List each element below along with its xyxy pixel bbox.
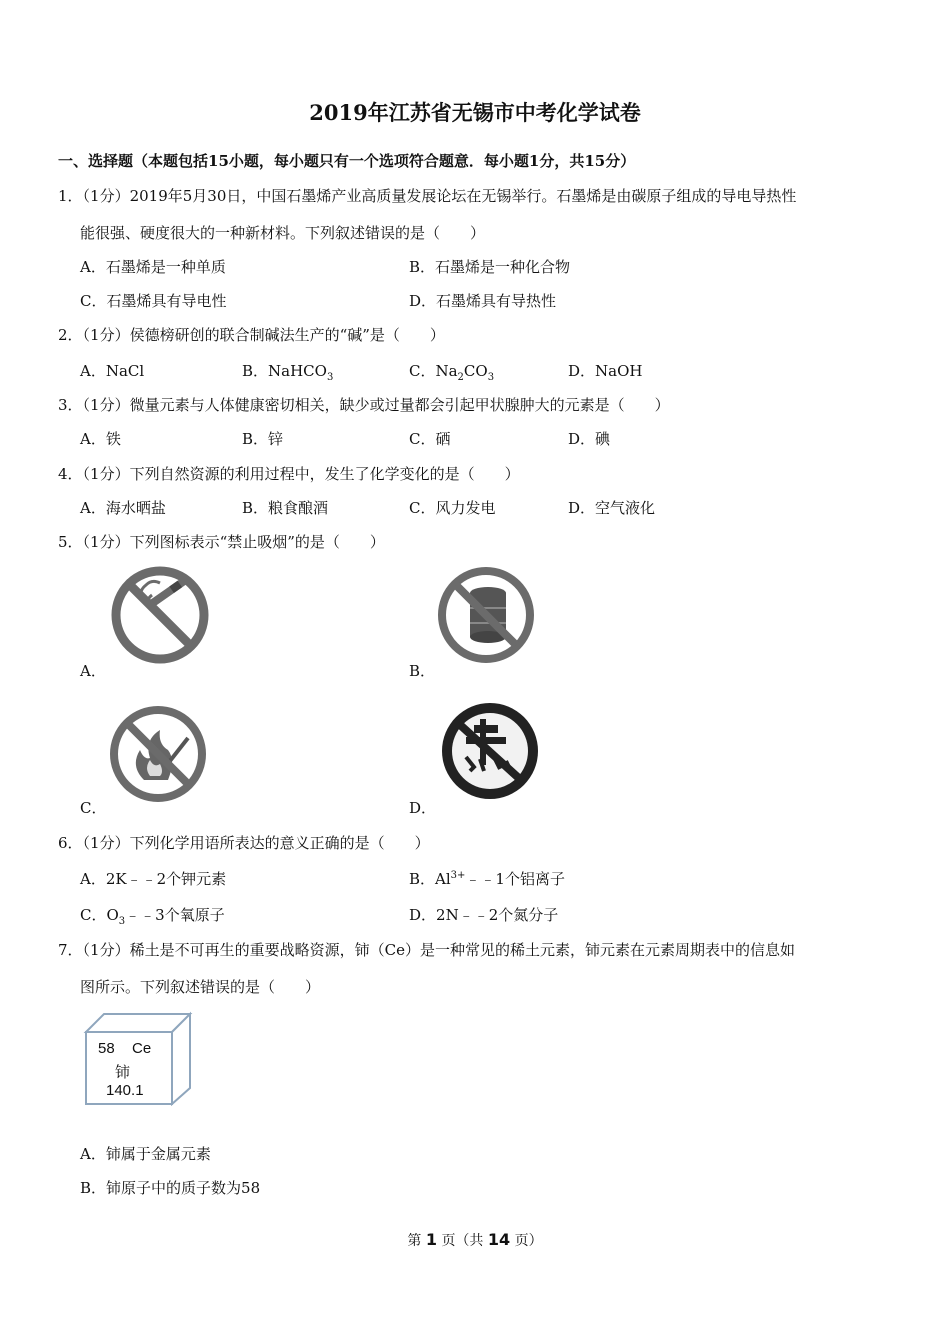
q7-option-a: A．铈属于金属元素 bbox=[80, 1145, 211, 1163]
q4-option-d: D．空气液化 bbox=[568, 499, 656, 517]
q2-stem: 2．（1分）侯德榜研创的联合制碱法生产的“碱”是（ ） bbox=[58, 326, 445, 344]
q4-stem: 4．（1分）下列自然资源的利用过程中，发生了化学变化的是（ ） bbox=[58, 465, 520, 483]
q4-option-a: A．海水晒盐 bbox=[80, 499, 166, 517]
q3-option-b: B．锌 bbox=[242, 430, 284, 448]
q3-option-d: D．碘 bbox=[568, 430, 611, 448]
q3-option-c: C．硒 bbox=[409, 430, 451, 448]
element-atomic-number: 58 bbox=[98, 1040, 115, 1057]
q1-option-a: A．石墨烯是一种单质 bbox=[80, 258, 226, 276]
page-footer: 第 1 页（共 14 页） bbox=[407, 1230, 543, 1249]
q1-option-d: D．石墨烯具有导热性 bbox=[409, 292, 557, 310]
no-open-flame-icon bbox=[106, 702, 210, 806]
total-pages: 14 bbox=[487, 1230, 511, 1249]
q5-option-a: A． bbox=[80, 662, 106, 680]
q7-option-b: B．铈原子中的质子数为58 bbox=[80, 1179, 261, 1197]
q6-option-a: A．2K﹣﹣2个钾元素 bbox=[80, 870, 227, 888]
q1-option-b: B．石墨烯是一种化合物 bbox=[409, 258, 571, 276]
q3-option-a: A．铁 bbox=[80, 430, 121, 448]
element-symbol: Ce bbox=[132, 1040, 152, 1057]
page-title: 2019年江苏省无锡市中考化学试卷 bbox=[309, 100, 641, 125]
q6-option-d: D．2N﹣﹣2个氮分子 bbox=[409, 906, 559, 924]
element-cell-figure bbox=[82, 1010, 194, 1106]
q5-option-c: C． bbox=[80, 799, 107, 817]
q2-option-b: B．NaHCO$_3$ bbox=[242, 362, 334, 383]
q1-stem-cont: 能很强、硬度很大的一种新材料。下列叙述错误的是（ ） bbox=[80, 224, 486, 242]
q1-stem: 1．（1分）2019年5月30日，中国石墨烯产业高质量发展论坛在无锡举行。石墨烯是由碳原子组成的导电导热性 bbox=[58, 187, 797, 205]
q4-option-c: C．风力发电 bbox=[409, 499, 496, 517]
q2-option-d: D．NaOH bbox=[568, 362, 643, 380]
q1-option-c: C．石墨烯具有导电性 bbox=[80, 292, 227, 310]
q5-stem: 5．（1分）下列图标表示“禁止吸烟”的是（ ） bbox=[58, 533, 385, 551]
q7-stem: 7．（1分）稀土是不可再生的重要战略资源，铈（Ce）是一种常见的稀土元素，铈元素在元素周期表中的信息如 bbox=[58, 941, 795, 959]
element-name: 铈 bbox=[115, 1063, 131, 1081]
q2-option-c: C．$Na_2CO_3$ bbox=[409, 362, 495, 383]
q5-option-d: D． bbox=[409, 799, 437, 817]
no-oil-drum-icon bbox=[434, 563, 538, 667]
q6-option-b: B．$Al^{3+}﹣﹣1$个铝离子 bbox=[409, 870, 565, 888]
q7-stem-cont: 图所示。下列叙述错误的是（ ） bbox=[80, 978, 321, 996]
element-atomic-mass: 140.1 bbox=[106, 1082, 144, 1099]
no-smoking-icon bbox=[108, 563, 212, 667]
q6-stem: 6．（1分）下列化学用语所表达的意义正确的是（ ） bbox=[58, 834, 430, 852]
q6-option-c: C．$O_3﹣﹣3$个氧原子 bbox=[80, 906, 225, 927]
q3-stem: 3．（1分）微量元素与人体健康密切相关，缺少或过量都会引起甲状腺肿大的元素是（ ） bbox=[58, 396, 670, 414]
page-number: 1 bbox=[425, 1230, 437, 1249]
section-heading: 一、选择题（本题包括15小题，每小题只有一个选项符合题意．每小题1分，共15分） bbox=[58, 152, 636, 170]
q4-option-b: B．粮食酿酒 bbox=[242, 499, 329, 517]
q2-option-a: A．NaCl bbox=[80, 362, 145, 380]
q5-option-b: B． bbox=[409, 662, 436, 680]
no-explosive-icon bbox=[436, 697, 544, 805]
